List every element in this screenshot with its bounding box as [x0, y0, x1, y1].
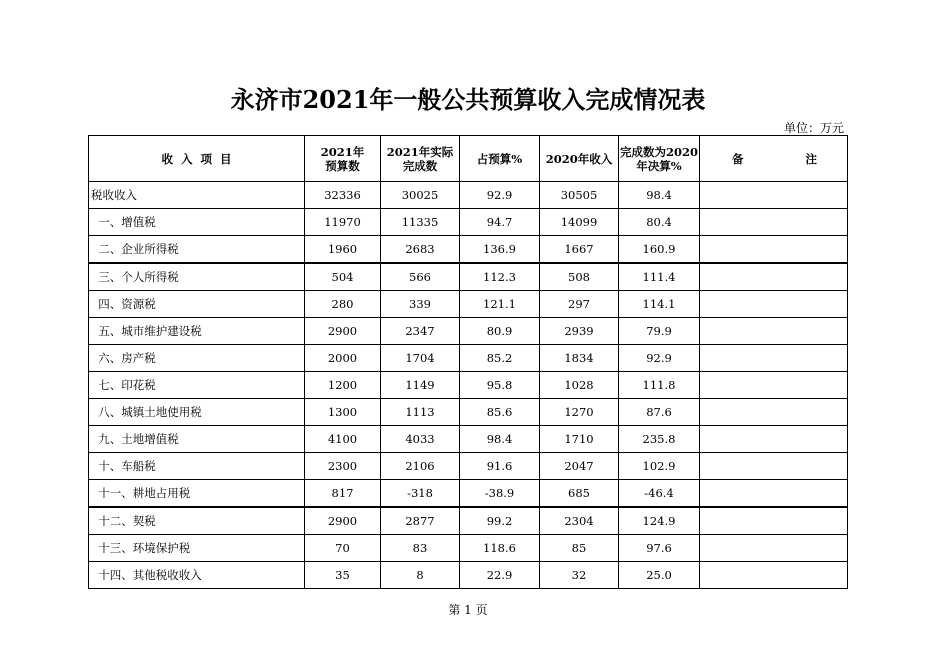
- cell-note: [700, 263, 848, 291]
- cell-prev: 1028: [540, 372, 619, 399]
- header-yoy-line1: 完成数为2020: [619, 144, 698, 159]
- cell-actual: 339: [381, 291, 460, 318]
- cell-note: [700, 426, 848, 453]
- header-prev-label: 2020年收入: [545, 151, 613, 166]
- cell-note: [700, 453, 848, 480]
- table-row: [89, 426, 848, 453]
- cell-prev: 1667: [540, 236, 619, 264]
- header-yoy-line2: 年决算%: [636, 158, 682, 173]
- cell-item-name: 九、土地增值税: [89, 426, 305, 453]
- header-note: [700, 136, 848, 182]
- cell-budget: 2900: [305, 507, 381, 535]
- cell-actual: 1704: [381, 345, 460, 372]
- cell-yoy: 87.6: [619, 399, 700, 426]
- cell-note: [700, 236, 848, 264]
- cell-actual: -318: [381, 480, 460, 508]
- table-row: [89, 372, 848, 399]
- cell-actual: 8: [381, 562, 460, 589]
- cell-budget: 817: [305, 480, 381, 508]
- cell-item-name: 四、资源税: [89, 291, 305, 318]
- cell-prev: 1834: [540, 345, 619, 372]
- cell-item-name: 八、城镇土地使用税: [89, 399, 305, 426]
- cell-actual: 2347: [381, 318, 460, 345]
- cell-prev: 2304: [540, 507, 619, 535]
- cell-ratio: 94.7: [460, 209, 540, 236]
- cell-yoy: 102.9: [619, 453, 700, 480]
- cell-prev: 1710: [540, 426, 619, 453]
- cell-ratio: 118.6: [460, 535, 540, 562]
- cell-budget: 2900: [305, 318, 381, 345]
- header-ratio: [460, 136, 540, 182]
- cell-budget: 35: [305, 562, 381, 589]
- cell-yoy: 79.9: [619, 318, 700, 345]
- cell-item-name: 十、车船税: [89, 453, 305, 480]
- cell-item-name: 税收收入: [89, 182, 305, 209]
- cell-ratio: 112.3: [460, 263, 540, 291]
- cell-budget: 11970: [305, 209, 381, 236]
- cell-prev: 685: [540, 480, 619, 508]
- cell-note: [700, 372, 848, 399]
- header-budget-line1: 2021年: [320, 144, 365, 159]
- cell-actual: 2877: [381, 507, 460, 535]
- table-row: [89, 562, 848, 589]
- table-row: [89, 318, 848, 345]
- table-row: [89, 236, 848, 264]
- cell-actual: 1149: [381, 372, 460, 399]
- cell-yoy: 111.4: [619, 263, 700, 291]
- cell-ratio: 98.4: [460, 426, 540, 453]
- cell-prev: 1270: [540, 399, 619, 426]
- cell-note: [700, 318, 848, 345]
- cell-yoy: 124.9: [619, 507, 700, 535]
- cell-item-name: 五、城市维护建设税: [89, 318, 305, 345]
- cell-ratio: 80.9: [460, 318, 540, 345]
- cell-actual: 1113: [381, 399, 460, 426]
- cell-note: [700, 399, 848, 426]
- cell-ratio: 91.6: [460, 453, 540, 480]
- cell-ratio: 22.9: [460, 562, 540, 589]
- cell-yoy: 235.8: [619, 426, 700, 453]
- cell-item-name: 十三、环境保护税: [89, 535, 305, 562]
- table-row: [89, 291, 848, 318]
- cell-prev: 2939: [540, 318, 619, 345]
- cell-note: [700, 291, 848, 318]
- cell-budget: 1960: [305, 236, 381, 264]
- cell-budget: 2300: [305, 453, 381, 480]
- cell-ratio: 85.6: [460, 399, 540, 426]
- header-item: [89, 136, 305, 182]
- header-budget-line2: 预算数: [325, 158, 360, 173]
- cell-note: [700, 562, 848, 589]
- cell-budget: 1200: [305, 372, 381, 399]
- header-ratio-label: 占预算%: [476, 151, 523, 166]
- cell-yoy: 80.4: [619, 209, 700, 236]
- cell-ratio: 95.8: [460, 372, 540, 399]
- cell-prev: 2047: [540, 453, 619, 480]
- cell-ratio: 121.1: [460, 291, 540, 318]
- cell-budget: 32336: [305, 182, 381, 209]
- cell-yoy: 114.1: [619, 291, 700, 318]
- cell-item-name: 七、印花税: [89, 372, 305, 399]
- unit-label: 单位：万元: [783, 121, 844, 135]
- header-actual: [381, 136, 460, 182]
- cell-item-name: 十二、契税: [89, 507, 305, 535]
- cell-ratio: 92.9: [460, 182, 540, 209]
- cell-budget: 1300: [305, 399, 381, 426]
- revenue-table: [88, 135, 848, 589]
- cell-prev: 32: [540, 562, 619, 589]
- table-row: [89, 453, 848, 480]
- cell-prev: 85: [540, 535, 619, 562]
- cell-actual: 2106: [381, 453, 460, 480]
- cell-budget: 504: [305, 263, 381, 291]
- table-row: [89, 480, 848, 508]
- cell-item-name: 二、企业所得税: [89, 236, 305, 264]
- header-actual-line2: 完成数: [402, 158, 438, 173]
- cell-actual: 83: [381, 535, 460, 562]
- cell-item-name: 六、房产税: [89, 345, 305, 372]
- cell-item-name: 一、增值税: [89, 209, 305, 236]
- cell-prev: 30505: [540, 182, 619, 209]
- cell-ratio: 99.2: [460, 507, 540, 535]
- header-item-label: 收 入 项 目: [161, 151, 232, 166]
- header-budget: [305, 136, 381, 182]
- header-yoy: [619, 136, 700, 182]
- cell-item-name: 十一、耕地占用税: [89, 480, 305, 508]
- header-note-b: 注: [805, 151, 817, 166]
- cell-item-name: 三、个人所得税: [89, 263, 305, 291]
- cell-actual: 566: [381, 263, 460, 291]
- cell-budget: 70: [305, 535, 381, 562]
- table-row: [89, 399, 848, 426]
- cell-yoy: 111.8: [619, 372, 700, 399]
- cell-budget: 4100: [305, 426, 381, 453]
- cell-note: [700, 535, 848, 562]
- cell-yoy: -46.4: [619, 480, 700, 508]
- cell-prev: 297: [540, 291, 619, 318]
- header-note-a: 备: [732, 151, 744, 166]
- cell-actual: 11335: [381, 209, 460, 236]
- cell-ratio: 85.2: [460, 345, 540, 372]
- cell-yoy: 25.0: [619, 562, 700, 589]
- cell-yoy: 98.4: [619, 182, 700, 209]
- cell-budget: 280: [305, 291, 381, 318]
- cell-note: [700, 480, 848, 508]
- page-number: 第 1 页: [448, 603, 488, 617]
- cell-budget: 2000: [305, 345, 381, 372]
- page-title: 永济市2021年一般公共预算收入完成情况表: [230, 85, 706, 114]
- table-row: [89, 535, 848, 562]
- table-row: [89, 182, 848, 209]
- cell-note: [700, 209, 848, 236]
- cell-note: [700, 507, 848, 535]
- cell-ratio: 136.9: [460, 236, 540, 264]
- cell-note: [700, 345, 848, 372]
- table-row: [89, 507, 848, 535]
- table-header-row: [89, 136, 848, 182]
- cell-actual: 2683: [381, 236, 460, 264]
- cell-note: [700, 182, 848, 209]
- cell-yoy: 160.9: [619, 236, 700, 264]
- cell-actual: 30025: [381, 182, 460, 209]
- cell-item-name: 十四、其他税收收入: [89, 562, 305, 589]
- cell-actual: 4033: [381, 426, 460, 453]
- cell-yoy: 92.9: [619, 345, 700, 372]
- table-row: [89, 345, 848, 372]
- header-actual-line1: 2021年实际: [386, 144, 454, 159]
- cell-prev: 508: [540, 263, 619, 291]
- cell-prev: 14099: [540, 209, 619, 236]
- table-row: [89, 263, 848, 291]
- table-row: [89, 209, 848, 236]
- cell-yoy: 97.6: [619, 535, 700, 562]
- header-prev: [540, 136, 619, 182]
- cell-ratio: -38.9: [460, 480, 540, 508]
